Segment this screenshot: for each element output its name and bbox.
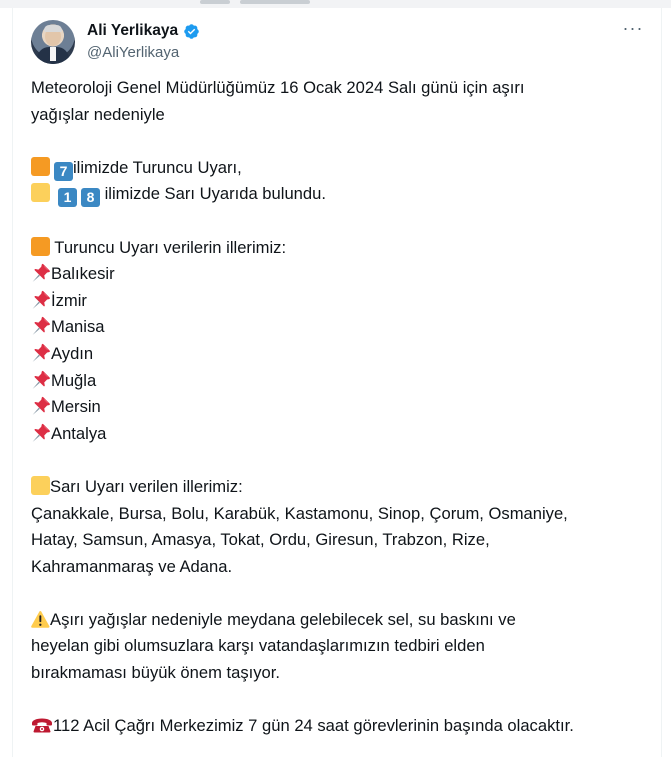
warning-line-1 <box>31 607 656 634</box>
cropped-content-fragment <box>200 0 230 4</box>
author-name[interactable] <box>87 22 200 40</box>
spacer <box>31 687 656 714</box>
more-options-icon[interactable]: ··· <box>622 18 644 38</box>
orange-province-item <box>31 421 656 448</box>
avatar-hair <box>44 25 62 32</box>
orange-heading-line <box>31 235 656 262</box>
pushpin-icon <box>31 263 51 283</box>
yellow-heading-text: Sarı Uyarı verilen illerimiz: <box>50 476 243 496</box>
warning-line-3: bırakmaması büyük önem taşıyor. <box>31 663 281 683</box>
tweet-header <box>31 14 647 70</box>
orange-province-item <box>31 288 656 315</box>
orange-summary-line <box>31 155 656 182</box>
orange-square-icon <box>31 237 50 256</box>
orange-province-list <box>31 261 656 447</box>
spacer <box>31 580 656 607</box>
orange-square-icon <box>31 157 50 176</box>
province-name: Mersin <box>51 397 101 417</box>
province-name: Muğla <box>51 370 97 390</box>
tweet-card <box>12 8 662 757</box>
top-strip <box>0 0 671 8</box>
intro-line-1: Meteoroloji Genel Müdürlüğümüz 16 Ocak 2024 Salı günü için aşırı <box>31 78 525 97</box>
author-name-text[interactable]: Ali Yerlikaya <box>87 22 179 39</box>
pushpin-icon <box>31 290 51 310</box>
author-handle[interactable]: @AliYerlikaya <box>87 44 180 61</box>
warning-icon <box>31 610 50 628</box>
tweet-text <box>31 75 656 740</box>
warning-text-1: Aşırı yağışlar nedeniyle meydana gelebilecek sel, su baskını ve <box>50 609 516 629</box>
emergency-text: 112 Acil Çağrı Merkezimiz 7 gün 24 saat görevlerinin başında olacaktır. <box>53 716 574 736</box>
intro-line-2: yağışlar nedeniyle <box>31 104 165 124</box>
yellow-provinces-line-3: Kahramanmaraş ve Adana. <box>31 556 233 576</box>
province-name: Balıkesir <box>51 264 115 284</box>
warning-line-2: heyelan gibi olumsuzlara karşı vatandaşlarımızın tedbiri elden <box>31 636 485 656</box>
province-name: İzmir <box>51 290 87 310</box>
orange-heading-text: Turuncu Uyarı verilerin illerimiz: <box>50 237 287 257</box>
province-name: Aydın <box>51 343 94 363</box>
orange-province-item <box>31 314 656 341</box>
yellow-square-icon <box>31 183 50 202</box>
spacer <box>31 208 656 235</box>
yellow-provinces-line-1: Çanakkale, Bursa, Bolu, Karabük, Kastamonu, Sinop, Çorum, Osmaniye, <box>31 503 568 523</box>
keycap-digit-icon: 1 <box>58 188 77 207</box>
pushpin-icon <box>31 396 51 416</box>
pushpin-icon <box>31 423 51 443</box>
orange-province-item <box>31 368 656 395</box>
avatar[interactable] <box>31 20 75 64</box>
spacer <box>31 447 656 474</box>
yellow-square-icon <box>31 476 50 495</box>
yellow-summary-text: ilimizde Sarı Uyarıda bulundu. <box>100 184 326 204</box>
spacer <box>31 128 656 155</box>
orange-province-item <box>31 261 656 288</box>
emergency-line <box>31 713 656 740</box>
telephone-icon <box>31 717 53 733</box>
orange-province-item <box>31 341 656 368</box>
province-name: Antalya <box>51 423 107 443</box>
pushpin-icon <box>31 316 51 336</box>
avatar-shirt <box>50 47 56 61</box>
verified-badge-icon <box>183 23 200 40</box>
province-name: Manisa <box>51 317 105 337</box>
keycap-digit-icon: 7 <box>54 162 73 181</box>
orange-summary-text: ilimizde Turuncu Uyarı, <box>73 157 242 177</box>
yellow-heading-line <box>31 474 656 501</box>
pushpin-icon <box>31 370 51 390</box>
orange-province-item <box>31 394 656 421</box>
keycap-digit-icon: 8 <box>81 188 100 207</box>
yellow-provinces-line-2: Hatay, Samsun, Amasya, Tokat, Ordu, Giresun, Trabzon, Rize, <box>31 530 490 550</box>
cropped-content-fragment <box>240 0 310 4</box>
yellow-summary-line <box>31 181 656 208</box>
pushpin-icon <box>31 343 51 363</box>
